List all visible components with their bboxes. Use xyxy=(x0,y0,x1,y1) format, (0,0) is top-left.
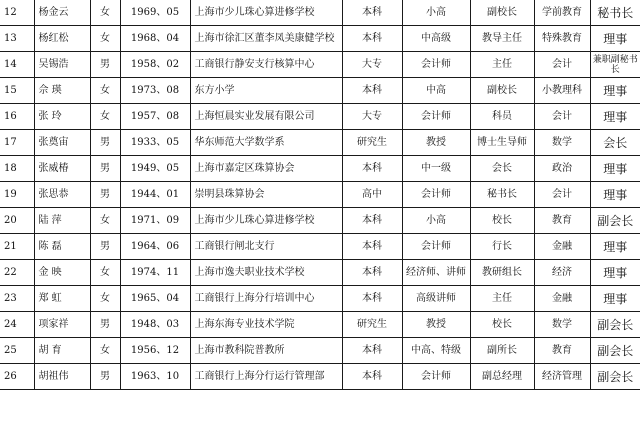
table-row xyxy=(0,260,640,286)
association-role-cell: 理事 xyxy=(590,156,640,182)
gender-cell: 女 xyxy=(90,104,120,130)
birth-date-cell: 1974、11 xyxy=(120,260,190,286)
birth-date-cell: 1968、04 xyxy=(120,26,190,52)
row-number-cell: 21 xyxy=(0,234,34,260)
table-row xyxy=(0,0,640,26)
education-cell: 研究生 xyxy=(342,312,402,338)
professional-title-cell: 经济师、讲师 xyxy=(402,260,470,286)
professional-title-cell: 教授 xyxy=(402,130,470,156)
row-number-cell: 26 xyxy=(0,364,34,390)
gender-cell: 男 xyxy=(90,312,120,338)
birth-date-cell: 1973、08 xyxy=(120,78,190,104)
association-role-cell: 理事 xyxy=(590,260,640,286)
row-number-cell: 16 xyxy=(0,104,34,130)
gender-cell: 女 xyxy=(90,0,120,26)
education-cell: 研究生 xyxy=(342,130,402,156)
row-number-cell: 25 xyxy=(0,338,34,364)
field-cell: 经济 xyxy=(534,260,590,286)
table-row xyxy=(0,52,640,78)
position-cell: 科员 xyxy=(470,104,534,130)
professional-title-cell: 会计师 xyxy=(402,364,470,390)
professional-title-cell: 会计师 xyxy=(402,182,470,208)
education-cell: 本科 xyxy=(342,234,402,260)
work-unit-cell: 上海市教科院普教所 xyxy=(190,338,342,364)
field-cell: 特殊教育 xyxy=(534,26,590,52)
work-unit-cell: 工商银行静安支行核算中心 xyxy=(190,52,342,78)
work-unit-cell: 工商银行上海分行培训中心 xyxy=(190,286,342,312)
row-number-cell: 23 xyxy=(0,286,34,312)
name-cell: 张 玲 xyxy=(34,104,90,130)
position-cell: 副所长 xyxy=(470,338,534,364)
position-cell: 教研组长 xyxy=(470,260,534,286)
work-unit-cell: 工商银行上海分行运行管理部 xyxy=(190,364,342,390)
row-number-cell: 18 xyxy=(0,156,34,182)
education-cell: 本科 xyxy=(342,286,402,312)
name-cell: 陆 萍 xyxy=(34,208,90,234)
work-unit-cell: 上海东海专业技术学院 xyxy=(190,312,342,338)
work-unit-cell: 崇明县珠算协会 xyxy=(190,182,342,208)
birth-date-cell: 1957、08 xyxy=(120,104,190,130)
table-row xyxy=(0,312,640,338)
association-role-cell: 理事 xyxy=(590,26,640,52)
work-unit-cell: 上海恒晨实业发展有限公司 xyxy=(190,104,342,130)
row-number-cell: 13 xyxy=(0,26,34,52)
professional-title-cell: 会计师 xyxy=(402,234,470,260)
position-cell: 会长 xyxy=(470,156,534,182)
education-cell: 大专 xyxy=(342,104,402,130)
education-cell: 本科 xyxy=(342,208,402,234)
association-role-cell: 理事 xyxy=(590,78,640,104)
position-cell: 副总经理 xyxy=(470,364,534,390)
gender-cell: 女 xyxy=(90,78,120,104)
name-cell: 项家祥 xyxy=(34,312,90,338)
row-number-cell: 15 xyxy=(0,78,34,104)
row-number-cell: 19 xyxy=(0,182,34,208)
field-cell: 数学 xyxy=(534,312,590,338)
name-cell: 张威椿 xyxy=(34,156,90,182)
association-role-cell: 副会长 xyxy=(590,364,640,390)
professional-title-cell: 会计师 xyxy=(402,52,470,78)
association-role-cell: 理事 xyxy=(590,234,640,260)
field-cell: 政治 xyxy=(534,156,590,182)
position-cell: 副校长 xyxy=(470,0,534,26)
professional-title-cell: 中高、特级 xyxy=(402,338,470,364)
position-cell: 副校长 xyxy=(470,78,534,104)
table-row xyxy=(0,104,640,130)
table-row xyxy=(0,208,640,234)
name-cell: 杨红松 xyxy=(34,26,90,52)
birth-date-cell: 1965、04 xyxy=(120,286,190,312)
education-cell: 本科 xyxy=(342,0,402,26)
field-cell: 会计 xyxy=(534,182,590,208)
field-cell: 小教理科 xyxy=(534,78,590,104)
name-cell: 胡 育 xyxy=(34,338,90,364)
birth-date-cell: 1964、06 xyxy=(120,234,190,260)
field-cell: 金融 xyxy=(534,234,590,260)
gender-cell: 女 xyxy=(90,286,120,312)
field-cell: 数学 xyxy=(534,130,590,156)
education-cell: 高中 xyxy=(342,182,402,208)
professional-title-cell: 小高 xyxy=(402,0,470,26)
gender-cell: 男 xyxy=(90,52,120,78)
association-role-cell: 理事 xyxy=(590,286,640,312)
position-cell: 博士生导师 xyxy=(470,130,534,156)
name-cell: 杨金云 xyxy=(34,0,90,26)
field-cell: 会计 xyxy=(534,104,590,130)
professional-title-cell: 高级讲师 xyxy=(402,286,470,312)
field-cell: 学前教育 xyxy=(534,0,590,26)
work-unit-cell: 上海市徐汇区董李凤美康健学校 xyxy=(190,26,342,52)
birth-date-cell: 1963、10 xyxy=(120,364,190,390)
table-row xyxy=(0,234,640,260)
education-cell: 本科 xyxy=(342,26,402,52)
gender-cell: 男 xyxy=(90,234,120,260)
gender-cell: 男 xyxy=(90,130,120,156)
table-row xyxy=(0,182,640,208)
position-cell: 主任 xyxy=(470,286,534,312)
education-cell: 大专 xyxy=(342,52,402,78)
birth-date-cell: 1933、05 xyxy=(120,130,190,156)
association-role-cell: 副会长 xyxy=(590,338,640,364)
education-cell: 本科 xyxy=(342,364,402,390)
professional-title-cell: 会计师 xyxy=(402,104,470,130)
position-cell: 秘书长 xyxy=(470,182,534,208)
association-role-cell: 理事 xyxy=(590,104,640,130)
education-cell: 本科 xyxy=(342,78,402,104)
birth-date-cell: 1958、02 xyxy=(120,52,190,78)
field-cell: 会计 xyxy=(534,52,590,78)
field-cell: 教育 xyxy=(534,208,590,234)
birth-date-cell: 1969、05 xyxy=(120,0,190,26)
professional-title-cell: 中一级 xyxy=(402,156,470,182)
professional-title-cell: 教授 xyxy=(402,312,470,338)
association-role-cell: 副会长 xyxy=(590,312,640,338)
name-cell: 张思恭 xyxy=(34,182,90,208)
position-cell: 行长 xyxy=(470,234,534,260)
education-cell: 本科 xyxy=(342,156,402,182)
name-cell: 金 映 xyxy=(34,260,90,286)
row-number-cell: 14 xyxy=(0,52,34,78)
gender-cell: 女 xyxy=(90,26,120,52)
association-role-cell: 理事 xyxy=(590,182,640,208)
association-role-cell: 会长 xyxy=(590,130,640,156)
birth-date-cell: 1971、09 xyxy=(120,208,190,234)
row-number-cell: 12 xyxy=(0,0,34,26)
gender-cell: 男 xyxy=(90,156,120,182)
table-row xyxy=(0,364,640,390)
work-unit-cell: 上海市嘉定区珠算协会 xyxy=(190,156,342,182)
row-number-cell: 20 xyxy=(0,208,34,234)
row-number-cell: 24 xyxy=(0,312,34,338)
work-unit-cell: 上海市少儿珠心算进修学校 xyxy=(190,0,342,26)
birth-date-cell: 1944、01 xyxy=(120,182,190,208)
gender-cell: 男 xyxy=(90,182,120,208)
position-cell: 主任 xyxy=(470,52,534,78)
name-cell: 胡祖伟 xyxy=(34,364,90,390)
name-cell: 郑 虹 xyxy=(34,286,90,312)
field-cell: 金融 xyxy=(534,286,590,312)
position-cell: 校长 xyxy=(470,312,534,338)
table-row xyxy=(0,78,640,104)
birth-date-cell: 1948、03 xyxy=(120,312,190,338)
work-unit-cell: 华东师范大学数学系 xyxy=(190,130,342,156)
association-role-cell: 兼职副秘书长 xyxy=(590,52,640,78)
field-cell: 经济管理 xyxy=(534,364,590,390)
professional-title-cell: 中高 xyxy=(402,78,470,104)
association-role-cell: 秘书长 xyxy=(590,0,640,26)
name-cell: 佘 瑛 xyxy=(34,78,90,104)
field-cell: 教育 xyxy=(534,338,590,364)
work-unit-cell: 上海市逸夫职业技术学校 xyxy=(190,260,342,286)
name-cell: 吴锡浩 xyxy=(34,52,90,78)
birth-date-cell: 1956、12 xyxy=(120,338,190,364)
gender-cell: 女 xyxy=(90,208,120,234)
gender-cell: 女 xyxy=(90,260,120,286)
professional-title-cell: 中高级 xyxy=(402,26,470,52)
work-unit-cell: 东方小学 xyxy=(190,78,342,104)
work-unit-cell: 工商银行闸北支行 xyxy=(190,234,342,260)
table-row xyxy=(0,286,640,312)
name-cell: 张奠宙 xyxy=(34,130,90,156)
name-cell: 陈 磊 xyxy=(34,234,90,260)
education-cell: 本科 xyxy=(342,338,402,364)
position-cell: 校长 xyxy=(470,208,534,234)
education-cell: 本科 xyxy=(342,260,402,286)
row-number-cell: 17 xyxy=(0,130,34,156)
work-unit-cell: 上海市少儿珠心算进修学校 xyxy=(190,208,342,234)
professional-title-cell: 小高 xyxy=(402,208,470,234)
row-number-cell: 22 xyxy=(0,260,34,286)
gender-cell: 男 xyxy=(90,364,120,390)
table-row xyxy=(0,130,640,156)
gender-cell: 女 xyxy=(90,338,120,364)
position-cell: 教导主任 xyxy=(470,26,534,52)
table-row xyxy=(0,338,640,364)
table-row xyxy=(0,156,640,182)
association-role-cell: 副会长 xyxy=(590,208,640,234)
birth-date-cell: 1949、05 xyxy=(120,156,190,182)
table-row xyxy=(0,26,640,52)
